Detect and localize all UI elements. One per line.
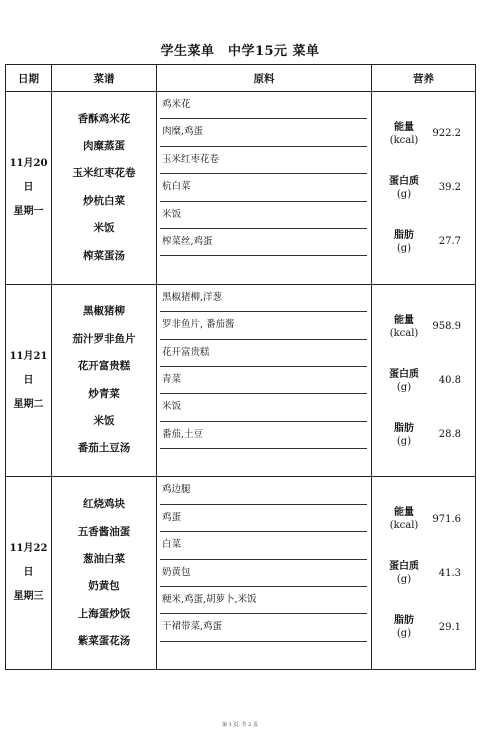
nutrition-row	[372, 546, 475, 600]
nutrition-unit: (g)	[396, 381, 412, 393]
ingredients-cell	[157, 92, 372, 285]
ingredient-row: 榨菜丝,鸡蛋	[160, 229, 367, 256]
ingredient-row	[160, 256, 367, 283]
nutrition-label-block	[380, 506, 428, 532]
ingredient-row: 番茄,土豆	[160, 422, 367, 449]
nutrition-label-block	[380, 422, 428, 448]
dish-name: 榨菜蛋汤	[83, 249, 125, 262]
dishes-cell	[52, 92, 157, 285]
day-row	[6, 92, 476, 285]
day-date: 11月22日	[9, 543, 48, 579]
ingredient-row: 鸡米花	[160, 92, 367, 119]
ingredient-row: 粳米,鸡蛋,胡萝卜,米饭	[160, 587, 367, 614]
dishes-cell	[52, 284, 157, 477]
dish-name: 花开富贵糕	[77, 360, 131, 373]
dish-name: 香酥鸡米花	[77, 112, 131, 125]
nutrition-cell	[372, 284, 476, 477]
dish-name: 上海蛋炒饭	[77, 607, 131, 620]
nutrition-label-block	[380, 121, 428, 147]
nutrition-row	[372, 354, 475, 408]
day-row	[6, 477, 476, 670]
nutrition-unit: (g)	[396, 435, 412, 447]
nutrition-row	[372, 600, 475, 654]
dish-name: 奶黄包	[88, 580, 120, 593]
dish-name: 紫菜蛋花汤	[77, 635, 131, 648]
nutrition-row	[372, 107, 475, 161]
nutrition-value: 28.8	[438, 429, 461, 441]
dish-name: 米饭	[93, 222, 115, 235]
ingredient-row: 奶黄包	[160, 560, 367, 587]
ingredient-row: 青菜	[160, 367, 367, 394]
nutrition-label: 能量	[394, 314, 414, 326]
nutrition-unit: (kcal)	[389, 327, 419, 339]
ingredient-row: 干裙带菜,鸡蛋	[160, 614, 367, 641]
ingredient-row: 肉糜,鸡蛋	[160, 119, 367, 146]
ingredients-cell	[157, 477, 372, 670]
nutrition-label-block	[380, 614, 428, 640]
nutrition-label: 蛋白质	[389, 368, 419, 380]
header-row	[6, 65, 476, 92]
ingredient-row: 罗非鱼片, 番茄酱	[160, 312, 367, 339]
nutrition-label-block	[380, 314, 428, 340]
nutrition-label: 脂肪	[394, 615, 414, 627]
ingredient-row: 黑椒猪柳,洋葱	[160, 285, 367, 312]
day-weekday: 星期三	[13, 591, 44, 603]
nutrition-value: 41.3	[438, 567, 461, 579]
ingredient-row: 鸡边腿	[160, 477, 367, 504]
dish-name: 炒青菜	[88, 387, 120, 400]
nutrition-unit: (g)	[396, 574, 412, 586]
nutrition-row	[372, 161, 475, 215]
dish-name: 肉糜蒸蛋	[83, 140, 125, 153]
nutrition-row	[372, 215, 475, 269]
nutrition-unit: (kcal)	[389, 134, 419, 146]
nutrition-label-block	[380, 229, 428, 255]
ingredients-list	[157, 477, 371, 669]
nutrition-value: 958.9	[432, 321, 461, 333]
dish-name: 米饭	[93, 414, 115, 427]
ingredients-list	[157, 285, 371, 477]
nutrition-label: 能量	[394, 121, 414, 133]
nutrition-unit: (g)	[396, 188, 412, 200]
ingredient-row: 花开富贵糕	[160, 340, 367, 367]
dish-name: 黑椒猪柳	[83, 305, 125, 318]
nutrition-label-block	[380, 175, 428, 201]
nutrition-unit: (g)	[396, 628, 412, 640]
nutrition-unit: (kcal)	[389, 520, 419, 532]
nutrition-label: 脂肪	[394, 422, 414, 434]
day-row	[6, 284, 476, 477]
nutrition-value: 27.7	[438, 236, 461, 248]
nutrition-row	[372, 408, 475, 462]
ingredients-list	[157, 92, 371, 284]
header-ingredients: 原料	[157, 65, 372, 92]
header-dishes: 菜谱	[52, 65, 157, 92]
nutrition-label: 脂肪	[394, 229, 414, 241]
nutrition-value: 29.1	[438, 621, 461, 633]
day-date-cell	[6, 477, 52, 670]
day-date-cell	[6, 284, 52, 477]
menu-table	[5, 64, 476, 670]
dish-name: 红烧鸡块	[83, 498, 125, 511]
page-footer: 第 1 页, 共 2 页	[222, 722, 258, 728]
dish-name: 茄汁罗非鱼片	[72, 332, 136, 345]
nutrition-row	[372, 300, 475, 354]
dish-name: 炒杭白菜	[83, 194, 125, 207]
header-nutrition: 营养	[372, 65, 476, 92]
ingredients-cell	[157, 284, 372, 477]
dish-name: 五香酱油蛋	[77, 525, 131, 538]
ingredient-row: 米饭	[160, 202, 367, 229]
nutrition-value: 971.6	[432, 513, 461, 525]
nutrition-value: 39.2	[438, 182, 461, 194]
ingredient-row: 杭白菜	[160, 174, 367, 201]
page-title: 学生菜单 中学15元 菜单	[160, 44, 320, 59]
ingredient-row: 白菜	[160, 532, 367, 559]
day-date: 11月20日	[9, 157, 48, 193]
ingredient-row	[160, 642, 367, 669]
nutrition-value: 40.8	[438, 375, 461, 387]
ingredient-row: 米饭	[160, 394, 367, 421]
header-date: 日期	[6, 65, 52, 92]
dish-name: 番茄土豆汤	[77, 442, 131, 455]
day-weekday: 星期二	[13, 398, 44, 410]
nutrition-value: 922.2	[432, 128, 461, 140]
dishes-cell	[52, 477, 157, 670]
nutrition-label: 蛋白质	[389, 175, 419, 187]
dish-name: 玉米红枣花卷	[72, 167, 136, 180]
day-date-cell	[6, 92, 52, 285]
ingredient-row	[160, 449, 367, 476]
day-weekday: 星期一	[13, 205, 44, 217]
nutrition-label-block	[380, 368, 428, 394]
nutrition-cell	[372, 92, 476, 285]
nutrition-label: 蛋白质	[389, 561, 419, 573]
nutrition-label-block	[380, 560, 428, 586]
nutrition-label: 能量	[394, 507, 414, 519]
day-date: 11月21日	[9, 350, 48, 386]
nutrition-unit: (g)	[396, 242, 412, 254]
dish-name: 葱油白菜	[83, 552, 125, 565]
nutrition-cell	[372, 477, 476, 670]
nutrition-row	[372, 492, 475, 546]
ingredient-row: 玉米红枣花卷	[160, 147, 367, 174]
ingredient-row: 鸡蛋	[160, 505, 367, 532]
